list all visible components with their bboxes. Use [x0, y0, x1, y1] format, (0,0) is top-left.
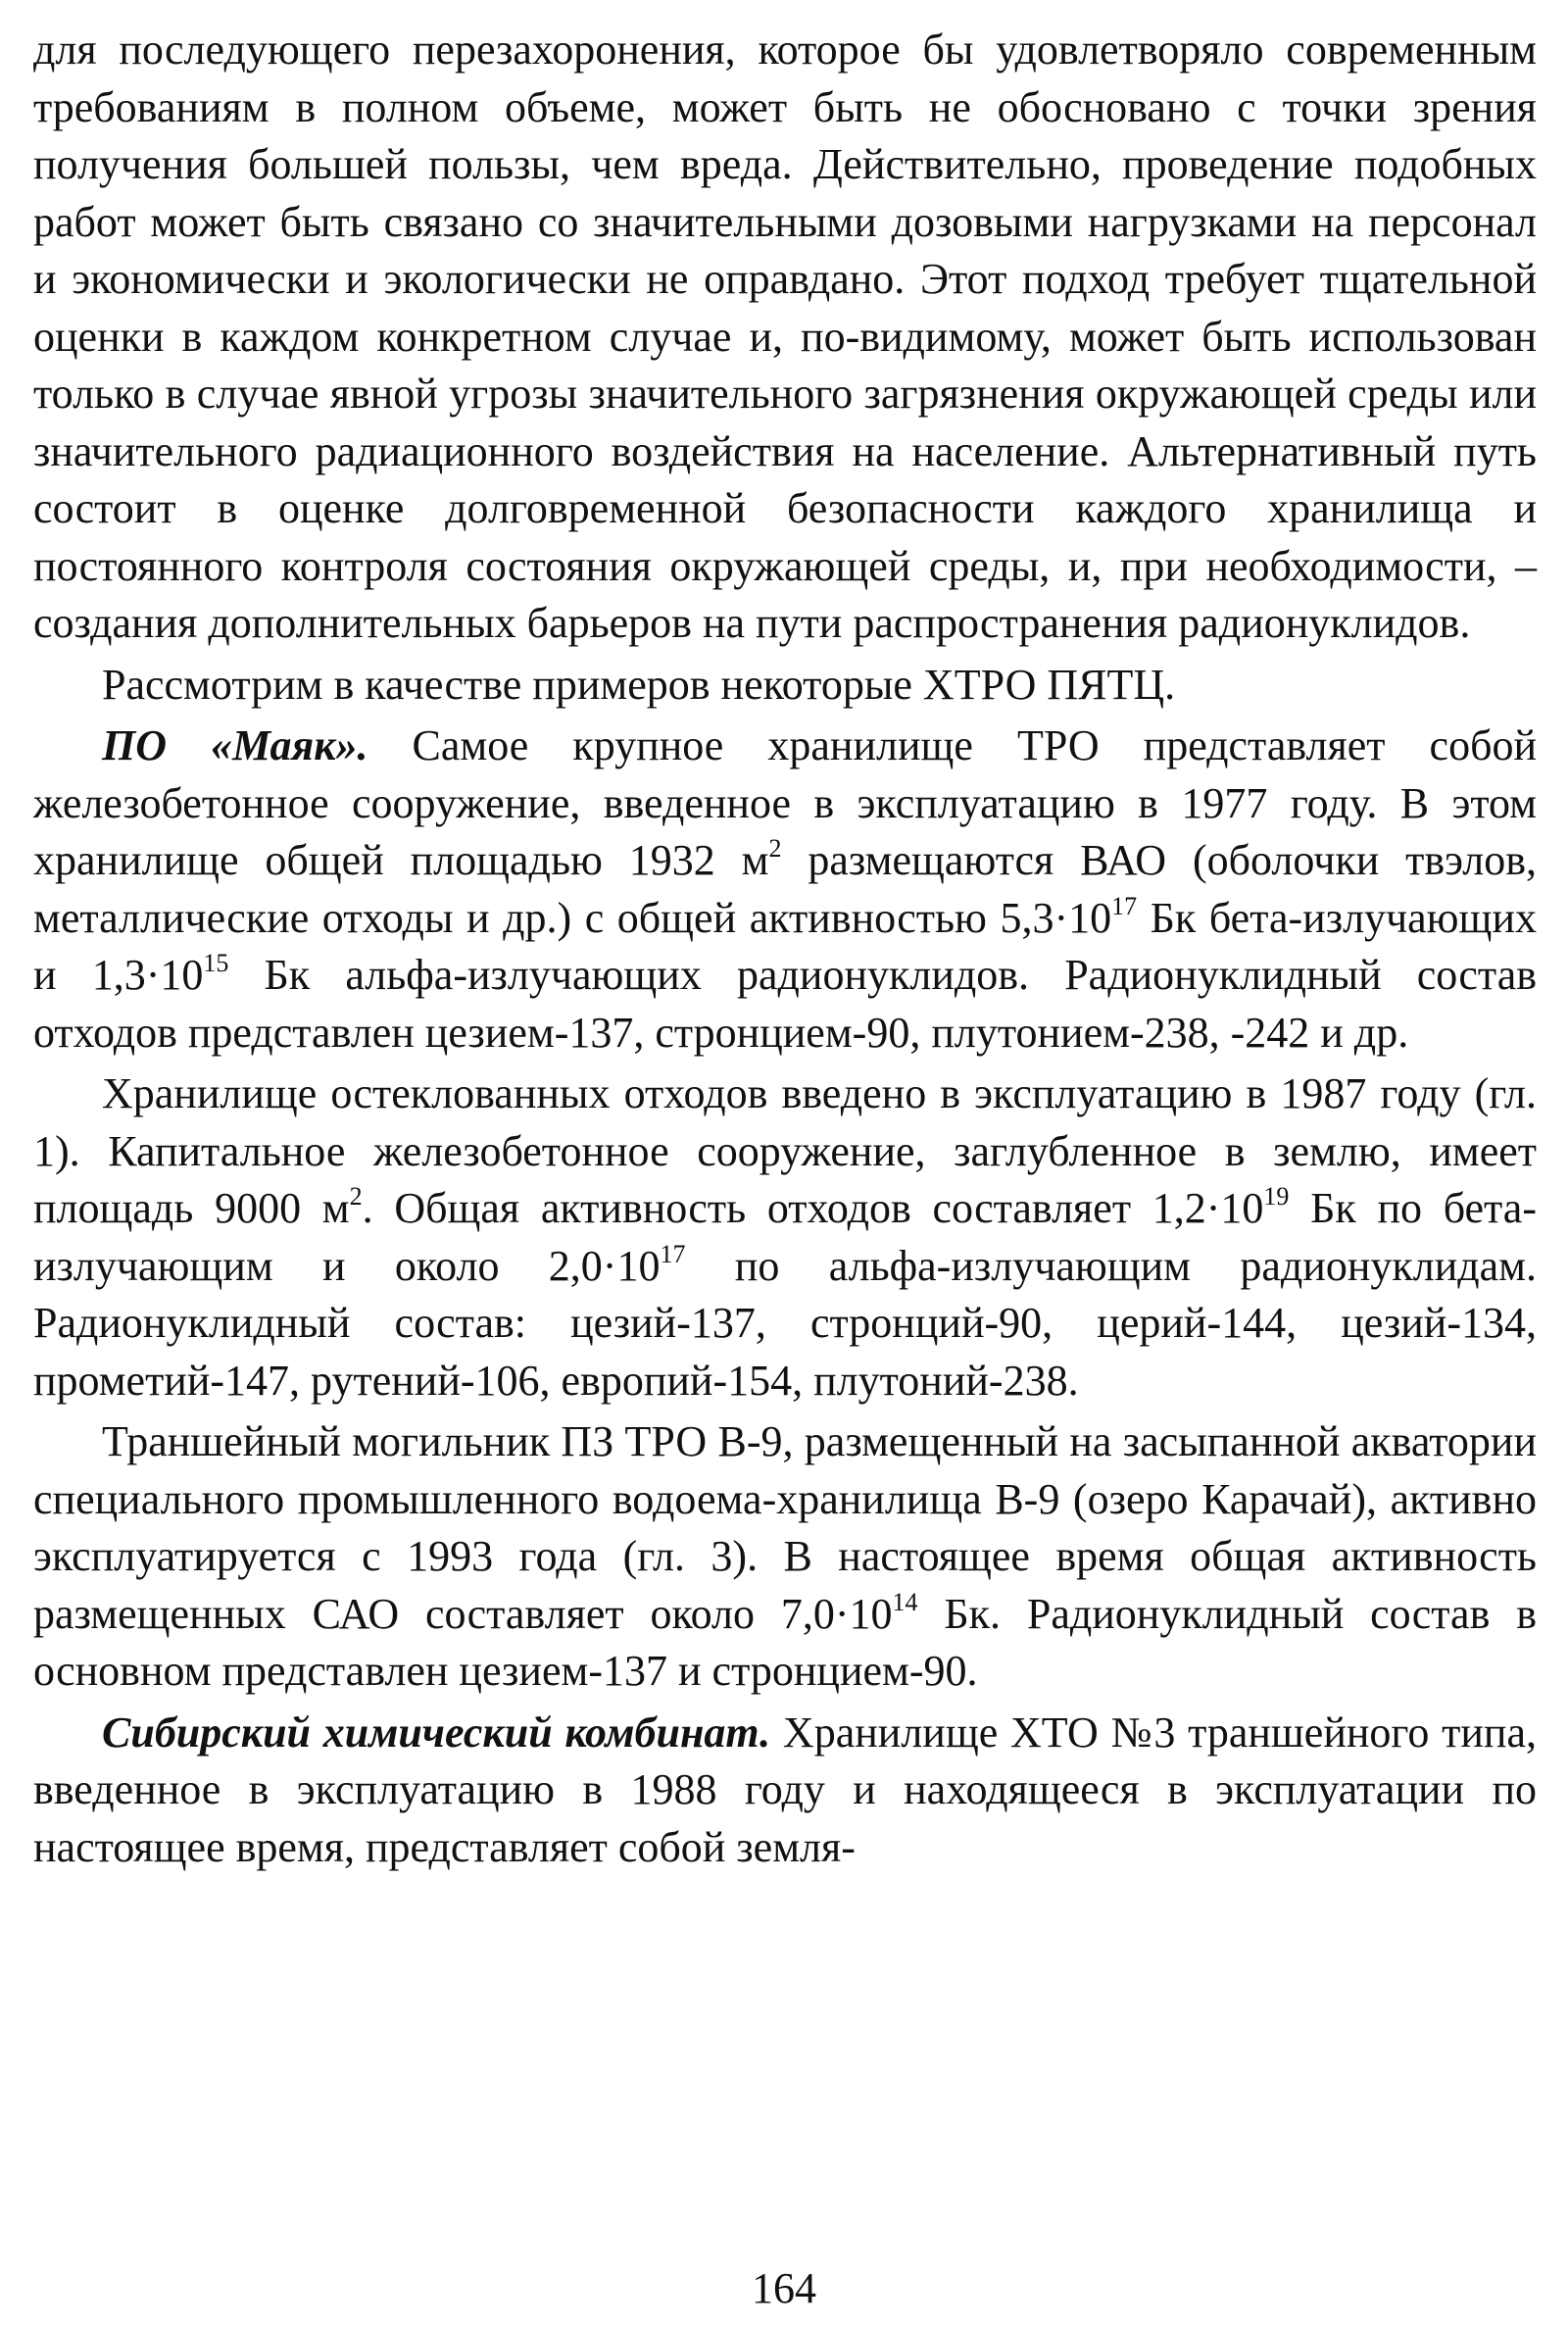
text-run: Траншейный могильник ПЗ ТРО В-9, размещенный на засыпанной акватории специального промышленного водоема-хранилища В-9 (озеро Карачай), активно эксплуатируется с 1993 года (гл. 3). В настоящее время общая активность размещенных САО составляет около 7,0·10: [33, 1417, 1537, 1638]
superscript-exponent: 17: [1111, 891, 1138, 920]
section-lead-heading: Сибирский химический комбинат.: [102, 1707, 771, 1757]
text-run: . Общая активность отходов составляет 1,2·10: [362, 1184, 1264, 1232]
text-run: Бк альфа-излучающих радионуклидов. Радионуклидный состав отходов представлен цезием-137, стронцием-90, плутонием-238, -242 и др.: [33, 951, 1538, 1057]
section-lead-heading: ПО «Маяк».: [102, 721, 368, 769]
paragraph: [33, 657, 1537, 715]
page-number: 164: [752, 2264, 816, 2312]
text-run: Бк по бета-излучающим и около 2,0·10: [33, 1184, 1537, 1290]
paragraph: [33, 1065, 1537, 1410]
body-text: [33, 22, 1537, 1876]
superscript-exponent: 19: [1263, 1182, 1290, 1211]
text-run: Самое крупное хранилище ТРО представляет собой железобетонное сооружение, введенное в эксплуатацию в 1977 году. В этом хранилище общей площадью 1932 м: [33, 721, 1538, 884]
superscript-exponent: 2: [349, 1182, 363, 1211]
paragraph: [33, 718, 1537, 1062]
superscript-exponent: 14: [892, 1587, 918, 1616]
paragraph: [33, 1413, 1537, 1701]
text-run: размещаются ВАО (оболочки твэлов, металлические отходы и др.) с общей активностью 5,3·10: [33, 836, 1537, 942]
paragraph: [33, 1705, 1537, 1877]
superscript-exponent: 2: [768, 834, 782, 863]
text-run: Рассмотрим в качестве примеров некоторые ХТРО ПЯТЦ.: [102, 660, 1176, 709]
text-run: Хранилище остеклованных отходов введено в эксплуатацию в 1987 году (гл. 1). Капитальное железобетонное сооружение, заглубленное в землю, имеет площадь 9000 м: [33, 1069, 1537, 1232]
superscript-exponent: 15: [203, 949, 229, 977]
text-run: для последующего перезахоронения, которое бы удовлетворяло современным требованиям в полном объеме, может быть не обосновано с точки зрения получения большей пользы, чем вреда. Действительно, проведение подобных работ может быть связано со значительными дозовыми нагрузками на персонал и экономически и экологически не оправдано. Этот подход требует тщательной оценки в каждом конкретном случае и, по-видимому, может быть использован только в случае явной угрозы значительного загрязнения окружающей среды или значительного радиационного воздействия на население. Альтернативный путь состоит в оценке долговременной безопасности каждого хранилища и постоянного контроля состояния окружающей среды, и, при необходимости, – создания дополнительных барьеров на пути распространения радионуклидов.: [33, 25, 1537, 647]
text-run: Бк бета-излучающих и 1,3·10: [33, 893, 1537, 999]
text-run: Хранилище ХТО №3 траншейного типа, введенное в эксплуатацию в 1988 году и находящееся в эксплуатации по настоящее время, представляет собой земля-: [33, 1707, 1537, 1871]
superscript-exponent: 17: [660, 1239, 686, 1268]
text-run: по альфа-излучающим радионуклидам. Радионуклидный состав: цезий-137, стронций-90, церий-144, цезий-134, прометий-147, рутений-106, европий-154, плутоний-238.: [33, 1241, 1538, 1405]
text-run: Бк. Радионуклидный состав в основном представлен цезием-137 и стронцием-90.: [33, 1589, 1537, 1695]
paragraph: [33, 22, 1537, 653]
